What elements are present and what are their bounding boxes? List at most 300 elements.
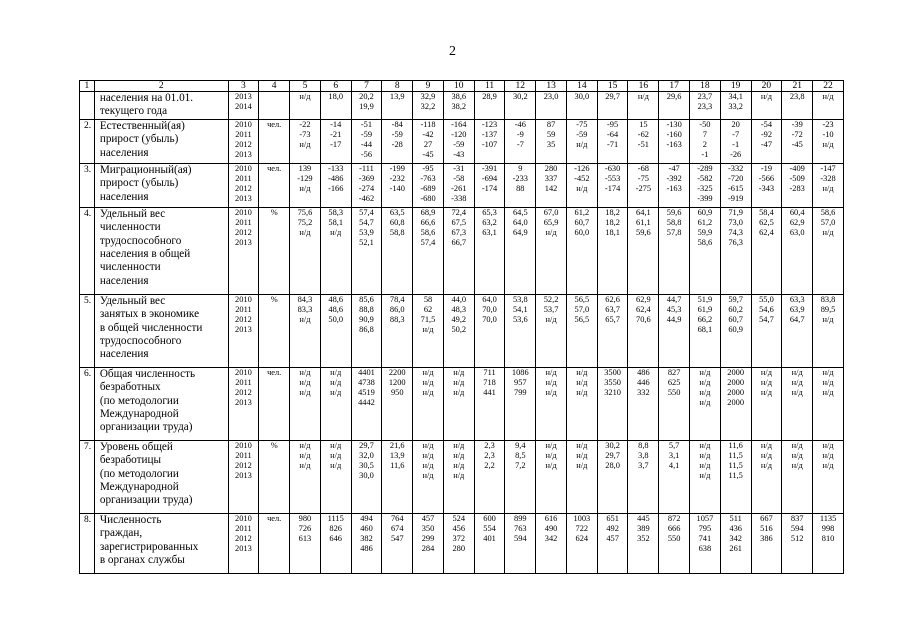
value-list [752,120,782,150]
cell-value: 60,8 [389,217,405,227]
value-list [505,514,535,544]
column-header: 2 [94,81,228,92]
data-cell [782,163,813,207]
cell-value: 666 [667,523,681,533]
cell-value: -7 [732,129,740,139]
table-row [80,163,844,207]
data-cell [320,294,351,367]
value-list [382,295,412,325]
year-list [229,295,259,335]
year-cell [228,119,259,163]
value-list [628,514,658,544]
column-header: 18 [690,81,721,92]
value-list [413,441,443,481]
year-list [229,164,259,204]
page-number: 2 [449,44,456,59]
cell-value: н/д [330,377,342,387]
cell-value: 29,7 [359,440,374,450]
cell-value: 511 [729,513,742,523]
cell-value: 29,7 [605,92,620,101]
cell-value: -39 [791,119,803,129]
column-header: 8 [382,81,413,92]
cell-value: 63,9 [789,304,805,314]
cell-value: -28 [391,139,403,149]
data-cell [413,367,444,440]
year-list [229,441,259,481]
column-header: 1 [80,81,95,92]
cell-value: -261 [451,183,467,193]
cell-value: 512 [790,533,804,543]
cell-value: 674 [390,523,404,533]
data-cell [782,294,813,367]
data-cell [566,294,597,367]
cell-value: 1200 [388,377,406,387]
data-cell [443,119,474,163]
data-cell [505,92,536,120]
cell-value: 594 [514,533,527,543]
cell-value: -50 [699,119,711,129]
data-cell [413,294,444,367]
cell-value: н/д [760,387,772,397]
cell-value: н/д [760,92,772,101]
value-list [290,208,320,238]
value-list [598,514,628,544]
row-label-line: граждан, [99,527,143,540]
cell-value: 446 [637,377,650,387]
cell-value: 554 [483,523,496,533]
cell-value: н/д [822,450,834,460]
cell-value: -462 [358,193,375,203]
year-list [229,120,259,160]
cell-value: 139 [298,163,312,173]
cell-value: 71,5 [420,314,436,324]
header-row [80,81,844,92]
column-header: 19 [720,81,751,92]
cell-value: 60,0 [574,227,590,237]
data-cell [690,294,721,367]
value-list [290,368,320,398]
value-list [598,164,628,194]
cell-value: -72 [791,129,803,139]
data-cell [597,92,628,120]
cell-value: н/д [299,183,311,193]
value-list [690,120,720,160]
value-list [505,92,535,102]
cell-value: 2010 [235,513,252,523]
cell-value: н/д [453,460,465,470]
cell-value: 20 [731,119,740,129]
value-list [782,441,812,471]
cell-value: -328 [820,173,836,183]
cell-value: 21,6 [389,440,405,450]
data-cell [690,92,721,120]
cell-value: н/д [453,440,465,450]
cell-value: -58 [453,173,465,183]
table-row [80,207,844,294]
data-cell [751,367,782,440]
cell-value: 726 [298,523,312,533]
cell-value: н/д [545,227,557,237]
cell-value: -45 [422,149,434,159]
value-list [321,368,351,398]
row-label-line: Удельный вес [99,207,166,220]
cell-value: 58,8 [666,217,682,227]
value-list [475,92,505,102]
cell-value: н/д [545,460,557,470]
year-list [229,92,259,112]
value-list [352,92,382,112]
table-row [80,119,844,163]
cell-value: -95 [422,163,434,173]
cell-value: 48,3 [451,304,467,314]
cell-value: 61,2 [697,217,713,227]
cell-value: -163 [666,183,682,193]
cell-value: н/д [299,450,311,460]
cell-value: 646 [329,533,342,543]
cell-value: 382 [360,533,373,543]
column-header: 21 [782,81,813,92]
data-cell [382,163,413,207]
data-cell [720,207,751,294]
data-cell [597,367,628,440]
cell-value: 84,3 [297,294,313,304]
cell-value: -44 [360,139,373,149]
cell-value: 799 [514,387,527,397]
data-cell [474,92,505,120]
value-list [475,295,505,325]
cell-value: 65,9 [543,217,559,227]
cell-value: 1115 [327,513,344,523]
value-list [413,514,443,554]
cell-value: 60,7 [728,314,743,324]
cell-value: 2012 [235,314,252,324]
cell-value: 826 [329,523,342,533]
value-list [290,164,320,194]
data-cell [290,119,321,163]
value-list [536,120,566,150]
cell-value: 3,7 [638,460,649,470]
value-list [721,368,751,408]
data-cell [659,367,690,440]
cell-value: 71,9 [728,207,743,217]
cell-value: -1 [701,149,709,159]
value-list [628,120,658,150]
data-cell [536,513,567,573]
row-label-line: Общая численность [99,367,196,380]
data-cell [782,367,813,440]
cell-value: 60,9 [697,207,713,217]
cell-value: 60,4 [789,207,805,217]
cell-value: 58,4 [759,207,774,217]
row-number: 4. [80,207,95,294]
data-cell [813,119,844,163]
year-cell [228,92,259,120]
cell-value: н/д [822,460,834,470]
data-cell [474,119,505,163]
cell-value: н/д [576,450,588,460]
value-list [659,92,689,102]
cell-value: 352 [637,533,650,543]
data-cell [813,294,844,367]
cell-value: 27 [423,139,433,149]
cell-value: 67,0 [543,207,559,217]
cell-value: 59,6 [636,227,651,237]
row-label-line: в органах службы [99,554,185,567]
value-list [659,208,689,238]
cell-value: 30,2 [512,92,528,101]
value-list [444,295,474,335]
cell-value: н/д [699,377,711,387]
cell-value: н/д [299,227,311,237]
cell-value: 48,6 [328,294,344,304]
value-list [382,441,412,471]
cell-value: -23 [822,119,834,129]
data-cell [813,207,844,294]
data-cell [290,440,321,513]
cell-value: -130 [666,119,682,129]
cell-value: -10 [822,129,834,139]
cell-value: -720 [727,173,744,183]
cell-value: н/д [545,367,557,377]
value-list [598,92,628,102]
cell-value: 547 [390,533,404,543]
cell-value: -391 [481,163,498,173]
row-number: 7. [80,440,95,513]
table-row [80,440,844,513]
cell-value: -338 [451,193,467,203]
cell-value: 2000 [727,397,745,407]
data-cell [536,294,567,367]
cell-value: 2011 [235,450,252,460]
value-list [536,208,566,238]
data-cell [536,367,567,440]
cell-value: 2013 [235,237,252,247]
value-list [444,514,474,554]
cell-value: -166 [328,183,344,193]
cell-value: 2011 [235,377,252,387]
cell-value: 2014 [235,102,252,111]
value-list [721,164,751,204]
cell-value: -56 [360,149,373,159]
data-cell [690,207,721,294]
data-cell [351,92,382,120]
data-cell [290,92,321,120]
cell-value: 86,0 [389,304,405,314]
cell-value: 11,6 [390,460,405,470]
value-list [536,92,566,102]
cell-value: 53,8 [512,294,528,304]
unit-cell: % [259,207,290,294]
cell-value: 58,6 [420,227,436,237]
cell-value: -399 [697,193,713,203]
cell-value: 54,6 [759,304,774,314]
value-list [813,92,843,102]
value-list [536,368,566,398]
data-cell [536,163,567,207]
cell-value: 58,6 [820,207,836,217]
cell-value: 2010 [235,119,252,129]
year-list [229,208,259,248]
row-label-line: населения в общей [99,248,191,261]
cell-value: -509 [789,173,805,183]
cell-value: 389 [637,523,650,533]
cell-value: 899 [514,513,527,523]
cell-value: 30,0 [574,92,590,101]
column-header: 9 [413,81,444,92]
cell-value: н/д [299,92,311,101]
value-list [352,514,382,554]
cell-value: 2011 [235,129,252,139]
row-label-line: Численность [99,513,162,526]
data-cell [505,294,536,367]
cell-value: 2012 [235,387,252,397]
data-cell [443,163,474,207]
cell-value: 75,6 [297,207,313,217]
cell-value: 38,2 [451,102,467,111]
row-label-line: Международной [99,408,179,421]
cell-value: -566 [758,173,775,183]
cell-value: -615 [727,183,744,193]
cell-value: 436 [729,523,742,533]
cell-value: -43 [453,149,465,159]
column-header: 14 [566,81,597,92]
data-cell [443,440,474,513]
cell-value: 57,4 [359,207,374,217]
cell-value: -75 [637,173,649,183]
row-label-line: трудоспособного [99,335,182,348]
cell-value: -164 [451,119,467,129]
data-cell [628,367,659,440]
cell-value: 88 [516,183,525,193]
data-cell [720,367,751,440]
value-list [321,92,351,102]
unit-cell: чел. [259,119,290,163]
cell-value: н/д [791,387,803,397]
unit-cell: % [259,294,290,367]
row-number: 8. [80,513,95,573]
data-cell [720,92,751,120]
cell-value: н/д [299,367,311,377]
value-list [598,441,628,471]
data-cell [474,440,505,513]
value-list [721,441,751,481]
column-header: 10 [443,81,474,92]
cell-value: 516 [760,523,773,533]
value-list [690,441,720,481]
cell-value: 88,3 [389,314,405,324]
value-list [321,164,351,194]
cell-value: -343 [758,183,775,193]
cell-value: -120 [451,129,467,139]
cell-value: 490 [544,523,558,533]
cell-value: 2012 [235,183,252,193]
data-cell [474,207,505,294]
cell-value: 35 [546,139,556,149]
cell-value: 2013 [235,397,252,407]
cell-value: -369 [358,173,375,183]
cell-value: -199 [389,163,405,173]
cell-value: 445 [637,513,650,523]
row-label-line: занятых в экономике [99,308,200,321]
data-cell [813,92,844,120]
data-cell [690,513,721,573]
data-cell [566,163,597,207]
column-header: 6 [320,81,351,92]
cell-value: 53,7 [543,304,559,314]
cell-value: 2011 [235,217,252,227]
cell-value: 67,5 [451,217,467,227]
cell-value: 64,1 [636,207,651,217]
data-cell [782,513,813,573]
cell-value: 638 [698,543,712,553]
cell-value: н/д [545,387,557,397]
data-cell [290,163,321,207]
cell-value: -919 [727,193,744,203]
cell-value: -42 [422,129,434,139]
cell-value: н/д [545,377,557,387]
cell-value: 2012 [235,139,252,149]
value-list [321,120,351,150]
data-cell [536,440,567,513]
cell-value: 83,3 [297,304,313,314]
cell-value: 18,1 [605,227,620,237]
column-header: 12 [505,81,536,92]
value-list [505,295,535,325]
cell-value: 62,6 [605,294,620,304]
row-label-line: организации труда) [99,421,193,434]
value-list [782,164,812,194]
data-cell [382,513,413,573]
cell-value: -694 [481,173,498,183]
value-list [536,164,566,194]
cell-value: 53,9 [359,227,374,237]
row-label-line: населения [99,274,149,287]
unit-cell: % [259,440,290,513]
cell-value: 33,2 [728,102,743,111]
cell-value: н/д [760,377,772,387]
data-cell [813,513,844,573]
data-cell [382,92,413,120]
value-list [567,164,597,194]
cell-value: -75 [576,119,588,129]
row-label-line: прирост (убыль) [99,177,179,190]
cell-value: н/д [791,450,803,460]
row-label-line: (по методологии [99,394,179,407]
data-cell [351,294,382,367]
data-cell [474,163,505,207]
value-list [505,368,535,398]
cell-value: 30,0 [359,470,374,480]
cell-value: 60,7 [574,217,590,227]
value-list [567,295,597,325]
cell-value: 89,5 [820,304,836,314]
data-cell [751,119,782,163]
cell-value: н/д [576,387,588,397]
cell-value: 66,6 [420,217,436,227]
cell-value: 827 [667,367,681,377]
cell-value: 8,8 [638,440,649,450]
data-cell [659,207,690,294]
value-list [690,208,720,248]
row-label-line: безработных [99,381,161,394]
cell-value: 494 [360,513,373,523]
row-label [94,92,228,120]
value-list [628,164,658,194]
value-list [752,368,782,398]
data-cell [597,440,628,513]
cell-value: 57,8 [666,227,682,237]
cell-value: 65,7 [605,314,620,324]
